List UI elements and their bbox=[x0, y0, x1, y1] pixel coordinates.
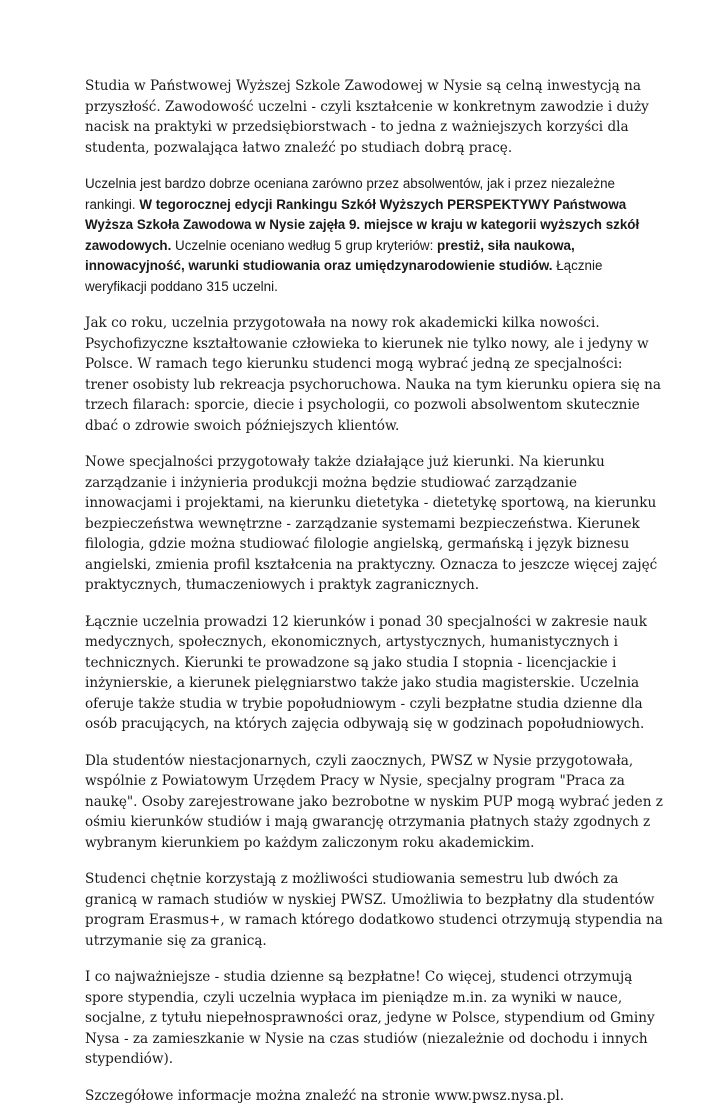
paragraph-intro: Studia w Państwowej Wyższej Szkole Zawodowej w Nysie są celną inwestycją na przyszłość. Zawodowość uczelni - czyli kształcenie w konkretnym zawodzie i duży nacisk na praktyki w przedsiębiorstwach - to jedna z ważniejszych korzyści dla studenta, pozwalająca łatwo znaleźć po studiach dobrą pracę. bbox=[85, 76, 665, 158]
ranking-highlight: W tegorocznej edycji Rankingu Szkół Wyższych PERSPEKTYWY Państwowa Wyższa Szkoła Zawodowa w Nysie zajęła 9. miejsce w kraju w kategorii wyższych szkół zawodowych. bbox=[85, 197, 639, 253]
paragraph-erasmus: Studenci chętnie korzystają z możliwości studiowania semestru lub dwóch za granicą w ramach studiów w nyskiej PWSZ. Umożliwia to bezpłatny dla studentów program Erasmus+, w ramach którego dodatkowo studenci otrzymują stypendia na utrzymanie się za granicą. bbox=[85, 869, 665, 951]
ranking-text-e: Łącznie weryfikacji poddano 315 uczelni. bbox=[85, 258, 602, 294]
paragraph-ranking bbox=[85, 174, 665, 297]
paragraph-new-specialties: Nowe specjalności przygotowały także działające już kierunki. Na kierunku zarządzanie i inżynieria produkcji można będzie studiować zarządzanie innowacjami i projektami, na kierunku dietetyka - dietetykę sportową, na kierunku bezpieczeństwa wewnętrzne - zarządzanie systemami bezpieczeństwa. Kierunek filologia, gdzie można studiować filologie angielską, germańską i język biznesu angielski, zmienia profil kształcenia na praktyczny. Oznacza to jeszcze więcej zajęć praktycznych, tłumaczeniowych i praktyk zagranicznych. bbox=[85, 452, 665, 596]
paragraph-work-for-study: Dla studentów niestacjonarnych, czyli zaocznych, PWSZ w Nysie przygotowała, wspólnie z Powiatowym Urzędem Pracy w Nysie, specjalny program "Praca za naukę". Osoby zarejestrowane jako bezrobotne w nyskim PUP mogą wybrać jeden z ośmiu kierunków studiów i mają gwarancję otrzymania płatnych staży zgodnych z wybranym kierunkiem po każdym zaliczonym roku akademickim. bbox=[85, 751, 665, 854]
ranking-text-c: Uczelnie oceniano według 5 grup kryteriów: bbox=[171, 238, 437, 253]
ranking-criteria: prestiż, siła naukowa, innowacyjność, warunki studiowania oraz umiędzynarodowienie studiów. bbox=[85, 238, 575, 274]
paragraph-new-courses: Jak co roku, uczelnia przygotowała na nowy rok akademicki kilka nowości. Psychofizyczne kształtowanie człowieka to kierunek nie tylko nowy, ale i jedyny w Polsce. W ramach tego kierunku studenci mogą wybrać jedną ze specjalności: trener osobisty lub rekreacja psychoruchowa. Nauka na tym kierunku opiera się na trzech filarach: sporcie, diecie i psychologii, co pozwoli absolwentom skutecznie dbać o zdrowie swoich późniejszych klientów. bbox=[85, 313, 665, 436]
ranking-text-a: Uczelnia jest bardzo dobrze oceniana zarówno przez absolwentów, jak i przez niezależne rankingi. bbox=[85, 176, 615, 212]
paragraph-more-info: Szczegółowe informacje można znaleźć na stronie www.pwsz.nysa.pl. bbox=[85, 1086, 665, 1106]
paragraph-courses-summary: Łącznie uczelnia prowadzi 12 kierunków i ponad 30 specjalności w zakresie nauk medycznych, społecznych, ekonomicznych, artystycznych, humanistycznych i technicznych. Kierunki te prowadzone są jako studia I stopnia - licencjackie i inżynierskie, a kierunek pielęgniarstwo także jako studia magisterskie. Uczelnia oferuje także studia w trybie popołudniowym - czyli bezpłatne studia dzienne dla osób pracujących, na których zajęcia odbywają się w godzinach popołudniowych. bbox=[85, 612, 665, 735]
paragraph-scholarships: I co najważniejsze - studia dzienne są bezpłatne! Co więcej, studenci otrzymują spore stypendia, czyli uczelnia wypłaca im pieniądze m.in. za wyniki w nauce, socjalne, z tytułu niepełnosprawności oraz, jedyne w Polsce, stypendium od Gminy Nysa - za zamieszkanie w Nysie na czas studiów (niezależnie od dochodu i innych stypendiów). bbox=[85, 967, 665, 1070]
